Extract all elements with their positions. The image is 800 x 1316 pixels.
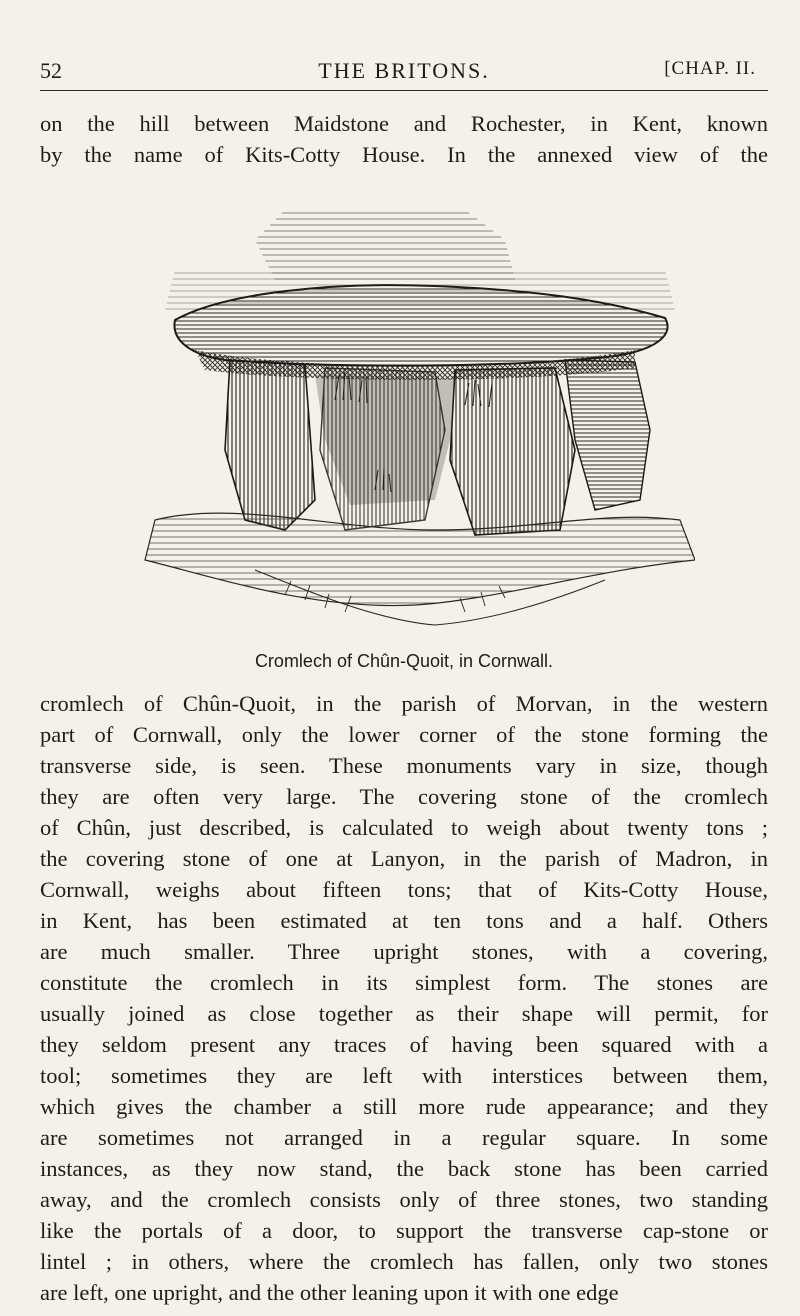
text-line: on the hill between Maidstone and Rochester, in Kent, known [40,111,768,136]
engraving-icon [135,200,695,640]
chapter-label: [CHAP. II. [664,58,756,79]
text-line: they are often very large. The covering stone of the cromlech [40,784,768,809]
text-line: are much smaller. Three upright stones, with a covering, [40,939,768,964]
text-line: transverse side, is seen. These monuments vary in size, though [40,753,768,778]
running-title: THE BRITONS. [318,58,490,83]
text-line: constitute the cromlech in its simplest form. The stones are [40,970,768,995]
page-number: 52 [40,58,62,83]
text-line: instances, as they now stand, the back stone has been carried [40,1156,768,1181]
text-line: of Chûn, just described, is calculated to weigh about twenty tons ; [40,815,768,840]
text-line: lintel ; in others, where the cromlech has fallen, only two stones [40,1249,768,1274]
text-line: the covering stone of one at Lanyon, in the parish of Madron, in [40,846,768,871]
text-line: cromlech of Chûn-Quoit, in the parish of Morvan, in the western [40,691,768,716]
text-line: part of Cornwall, only the lower corner of the stone forming the [40,722,768,747]
paragraph-top [40,108,768,170]
text-line: they seldom present any traces of having been squared with a [40,1032,768,1057]
text-line: away, and the cromlech consists only of three stones, two standing [40,1187,768,1212]
text-line: are sometimes not arranged in a regular square. In some [40,1125,768,1150]
text-line: in Kent, has been estimated at ten tons and a half. Others [40,908,768,933]
text-line: which gives the chamber a still more rude appearance; and they [40,1094,768,1119]
paragraph-main [40,688,768,1308]
text-line: usually joined as close together as their shape will permit, for [40,1001,768,1026]
text-line: like the portals of a door, to support the transverse cap-stone or [40,1218,768,1243]
cromlech-illustration [135,200,695,640]
text-line: by the name of Kits-Cotty House. In the annexed view of the [40,142,768,167]
text-line: are left, one upright, and the other leaning upon it with one edge [40,1280,619,1305]
text-line: Cornwall, weighs about fifteen tons; that of Kits-Cotty House, [40,877,768,902]
text-line: tool; sometimes they are left with interstices between them, [40,1063,768,1088]
running-header [40,56,768,91]
figure-caption: Cromlech of Chûn-Quoit, in Cornwall. [254,651,554,671]
